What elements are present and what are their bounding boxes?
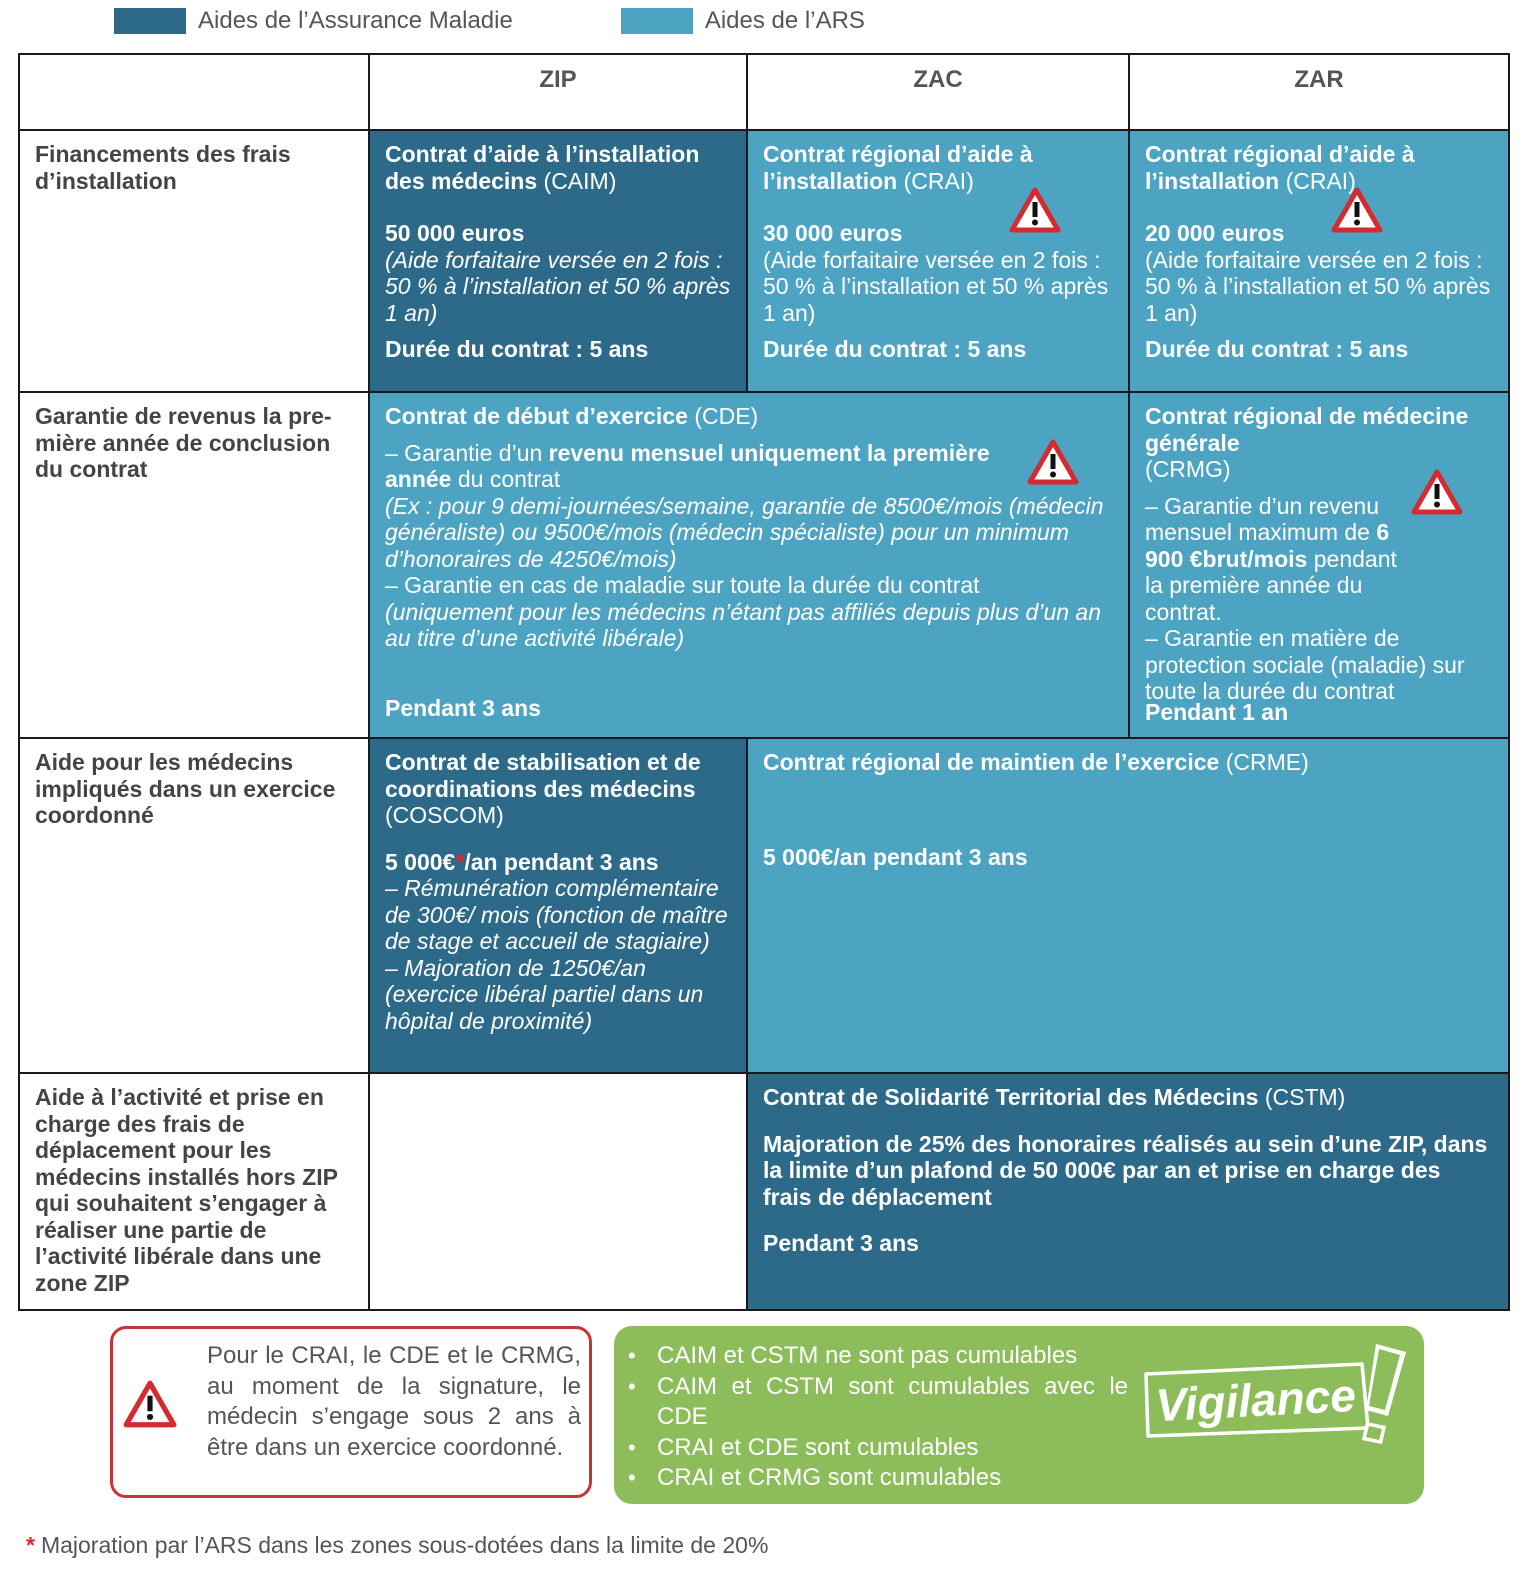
header-empty	[19, 54, 369, 130]
warning-icon	[1411, 469, 1463, 515]
table-row-revenue	[19, 392, 1509, 738]
crai-zac-title: Contrat régional d’aide à l’installation	[763, 141, 1033, 194]
crme-title: Contrat régional de maintien de l’exercice	[763, 749, 1220, 775]
cstm-acronym: (CSTM)	[1264, 1084, 1346, 1110]
crai-zar-title: Contrat régional d’aide à l’installation	[1145, 141, 1415, 194]
list-item: • CRAI et CRMG sont cumulables	[628, 1463, 1128, 1494]
crmg-line2: – Garantie en matière de protection sociale (maladie) sur toute la durée du contrat	[1145, 625, 1465, 704]
crmg-line1-c: pendant la première année du contrat.	[1145, 545, 1397, 625]
cell-cstm	[747, 1073, 1509, 1310]
warning-icon	[1009, 187, 1061, 233]
caim-duration: Durée du contrat : 5 ans	[385, 336, 649, 362]
crmg-title: Contrat régional de médecine générale	[1145, 403, 1469, 456]
coscom-amount-period: /an pendant 3 ans	[464, 848, 659, 875]
header-row	[19, 54, 1509, 130]
coscom-title: Contrat de stabilisation et de coordinations des médecins	[385, 749, 701, 802]
crme-acronym: (CRME)	[1225, 749, 1309, 775]
coscom-amount	[385, 849, 732, 876]
legend	[114, 6, 973, 36]
footnote	[26, 1532, 768, 1559]
vigilance-stamp	[1140, 1336, 1410, 1451]
crmg-duration: Pendant 1 an	[1145, 698, 1289, 725]
row-label-installation: Financements des frais d’installation	[19, 130, 369, 392]
cell-empty-zip	[369, 1073, 747, 1310]
coscom-acronym: (COSCOM)	[385, 802, 504, 828]
warning-icon	[1331, 187, 1383, 233]
cde-line1	[385, 440, 1114, 493]
crmg-line1-a: – Garantie d’un revenu mensuel maximum de	[1145, 492, 1379, 545]
cde-line1-b: revenu mensuel uniquement la première année	[385, 439, 990, 492]
crme-amount: 5 000€/an pendant 3 ans	[763, 843, 1028, 870]
list-item: • CAIM et CSTM sont cumulables avec le CDE	[628, 1372, 1128, 1433]
crai-zac-duration: Durée du contrat : 5 ans	[763, 336, 1027, 362]
crai-zac-detail: (Aide forfaitaire versée en 2 fois : 50 % à l’installation et 50 % après 1 an)	[763, 246, 1109, 326]
cde-line2: – Garantie en cas de maladie sur toute la durée du contrat	[385, 572, 980, 598]
legend-swatch-ars	[621, 8, 693, 34]
header-zip: ZIP	[369, 54, 747, 130]
coscom-amount-value: 5 000€	[385, 848, 456, 875]
cstm-duration: Pendant 3 ans	[763, 1230, 919, 1256]
row-label-revenue: Garantie de revenus la pre- mière année de conclusion du contrat	[19, 392, 369, 738]
coordination-note	[110, 1326, 592, 1498]
cde-acronym: (CDE)	[694, 403, 759, 429]
crai-zar-amount: 20 000 euros	[1145, 220, 1285, 246]
coscom-line2: – Majoration de 1250€/an (exercice libéral partiel dans un hôpital de proximité)	[385, 954, 704, 1034]
caim-detail: (Aide forfaitaire versée en 2 fois : 50 % à l’installation et 50 % après 1 an)	[385, 246, 731, 326]
cde-line1-c: du contrat	[451, 466, 561, 492]
coscom-footnote-star: *	[455, 848, 465, 875]
crai-zar-detail: (Aide forfaitaire versée en 2 fois : 50 % à l’installation et 50 % après 1 an)	[1145, 246, 1491, 326]
caim-amount: 50 000 euros	[385, 220, 525, 246]
cstm-body: Majoration de 25% des honoraires réalisés au sein d’une ZIP, dans la limite d’un plafond de 50 000€ par an et prise en charge des frais de déplacement	[763, 1130, 1488, 1210]
crmg-line1-b: 6 900 €brut/mois	[1145, 519, 1390, 572]
cde-line2-note: (uniquement pour les médecins n’étant pas affiliés depuis plus d’un an au titre d’une activité libérale)	[385, 598, 1101, 651]
crai-zac-amount: 30 000 euros	[763, 220, 903, 246]
footnote-text: Majoration par l’ARS dans les zones sous-dotées dans la limite de 20%	[40, 1532, 769, 1558]
legend-label-assurance-maladie: Aides de l’Assurance Maladie	[198, 7, 513, 34]
vigilance-list	[628, 1341, 1128, 1494]
cde-example: (Ex : pour 9 demi-journées/semaine, garantie de 8500€/mois (médecin généraliste) ou 9500€/mois (médecin spécialiste) pour un minimum d’honoraires de 4250€/mois)	[385, 492, 1104, 572]
row-label-coordinated: Aide pour les médecins impliqués dans un exercice coordonné	[19, 738, 369, 1073]
vigilance-box	[614, 1326, 1424, 1504]
footnote-star: *	[26, 1532, 35, 1558]
cell-crme	[747, 738, 1509, 1073]
vigilance-stamp-label: Vigilance	[1154, 1368, 1358, 1432]
cstm-title: Contrat de Solidarité Territorial des Médecins	[763, 1084, 1259, 1110]
warning-icon	[1027, 439, 1079, 485]
cell-coscom	[369, 738, 747, 1073]
header-zar: ZAR	[1129, 54, 1509, 130]
cell-crai-zac	[747, 130, 1129, 392]
caim-acronym: (CAIM)	[543, 167, 617, 194]
table-row-installation	[19, 130, 1509, 392]
legend-label-ars: Aides de l’ARS	[704, 7, 865, 34]
row-label-cstm: Aide à l’activité et prise en charge des frais de déplacement pour les médecins installés hors ZIP qui souhaitent s’engager à réaliser une partie de l’activité libérale dans une zone ZIP	[19, 1073, 369, 1310]
cell-crmg	[1129, 392, 1509, 738]
crmg-acronym: (CRMG)	[1145, 456, 1231, 482]
crai-zac-acronym: (CRAI)	[903, 167, 974, 194]
cde-duration: Pendant 3 ans	[385, 694, 541, 721]
cell-caim	[369, 130, 747, 392]
legend-swatch-assurance-maladie	[114, 8, 186, 34]
coscom-line1: – Rémunération complémentaire de 300€/ mois (fonction de maître de stage et accueil de stagiaire)	[385, 875, 728, 954]
aids-table	[18, 53, 1510, 1311]
cell-cde	[369, 392, 1129, 738]
list-item: • CRAI et CDE sont cumulables	[628, 1433, 1128, 1464]
crai-zar-duration: Durée du contrat : 5 ans	[1145, 336, 1409, 362]
table-row-cstm	[19, 1073, 1509, 1310]
coordination-note-text: Pour le CRAI, le CDE et le CRMG, au moment de la signature, le médecin s’engage sous 2 ans à être dans un exercice coordonné.	[207, 1342, 581, 1461]
crai-zar-acronym: (CRAI)	[1285, 167, 1356, 194]
warning-icon	[123, 1379, 177, 1429]
header-zac: ZAC	[747, 54, 1129, 130]
cde-line1-a: – Garantie d’un	[385, 439, 549, 466]
caim-title: Contrat d’aide à l’installation des médecins	[385, 141, 700, 194]
cell-crai-zar	[1129, 130, 1509, 392]
cde-title: Contrat de début d’exercice	[385, 403, 688, 429]
table-row-coordinated	[19, 738, 1509, 1073]
list-item: • CAIM et CSTM ne sont pas cumulables	[628, 1341, 1128, 1372]
